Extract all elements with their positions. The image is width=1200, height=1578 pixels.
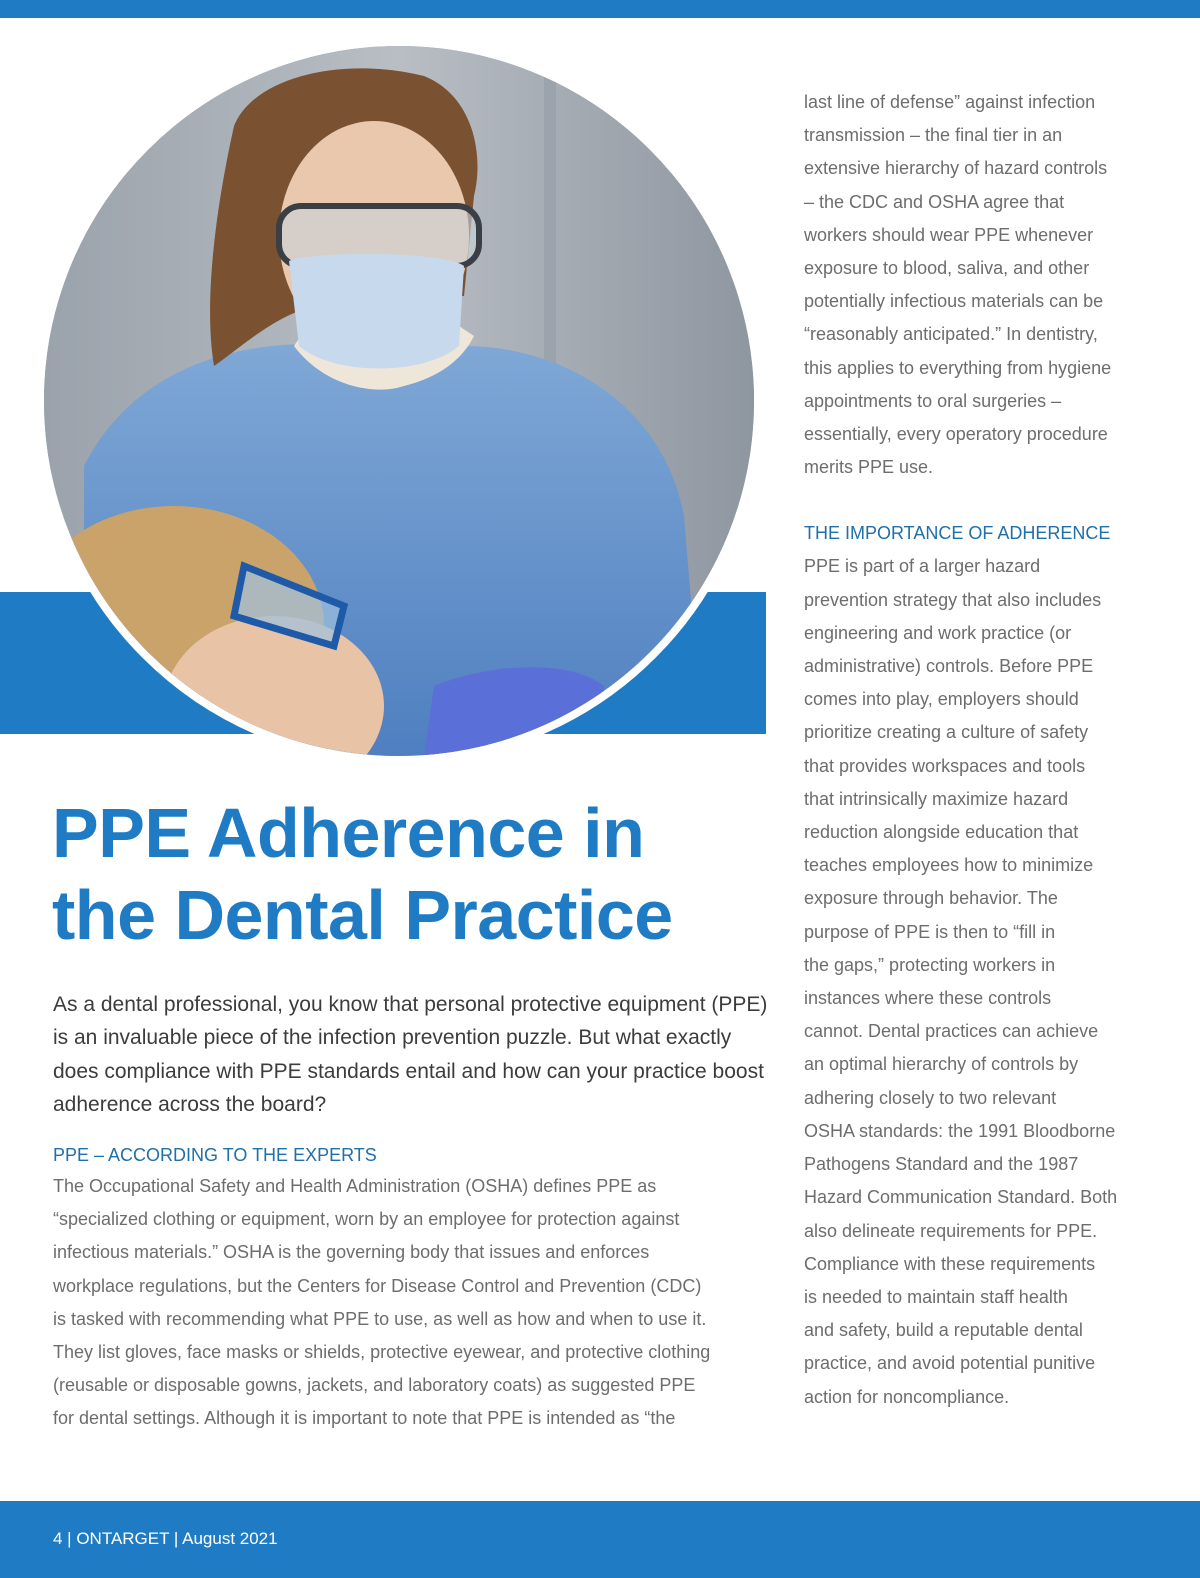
body-line: PPE is part of a larger hazard [804,556,1041,577]
body-line: workers should wear PPE whenever [804,224,1094,245]
dental-hygienist-illustration [44,46,754,756]
body-line: the gaps,” protecting workers in [804,954,1056,975]
title-line-1: PPE Adherence in [52,794,645,872]
section-heading-experts: PPE – ACCORDING TO THE EXPERTS [53,1145,377,1165]
body-line: – the CDC and OSHA agree that [804,191,1065,212]
article-title [52,792,772,956]
section-body-adherence [804,550,1154,1413]
body-line: for dental settings. Although it is important to note that PPE is intended as “the [53,1408,676,1429]
body-line: teaches employees how to minimize [804,855,1094,876]
body-line: purpose of PPE is then to “fill in [804,921,1056,942]
body-line: essentially, every operatory procedure [804,424,1108,445]
body-line: this applies to everything from hygiene [804,357,1112,378]
body-line: exposure to blood, saliva, and other [804,258,1090,279]
body-line: potentially infectious materials can be [804,291,1104,312]
body-line: infectious materials.” OSHA is the governing body that issues and enforces [53,1242,650,1263]
hero-photo [36,38,762,764]
body-line: merits PPE use. [804,457,934,478]
section-body-experts-continued [804,86,1154,484]
body-line: (reusable or disposable gowns, jackets, and laboratory coats) as suggested PPE [53,1375,696,1396]
body-line: is needed to maintain staff health [804,1286,1068,1307]
body-line: adhering closely to two relevant [804,1087,1057,1108]
body-line: They list gloves, face masks or shields, protective eyewear, and protective clothing [53,1342,711,1363]
body-line: also delineate requirements for PPE. [804,1220,1098,1241]
section-heading-adherence: THE IMPORTANCE OF ADHERENCE [804,523,1111,544]
body-line: instances where these controls [804,988,1052,1009]
body-line: that provides workspaces and tools [804,755,1086,776]
body-line: is tasked with recommending what PPE to use, as well as how and when to use it. [53,1308,707,1329]
body-line: Hazard Communication Standard. Both [804,1187,1118,1208]
body-line: practice, and avoid potential punitive [804,1353,1096,1374]
body-line: comes into play, employers should [804,689,1079,710]
body-line: an optimal hierarchy of controls by [804,1054,1079,1075]
body-line: The Occupational Safety and Health Administration (OSHA) defines PPE as [53,1176,657,1196]
body-line: cannot. Dental practices can achieve [804,1021,1099,1042]
body-line: workplace regulations, but the Centers for Disease Control and Prevention (CDC) [53,1275,702,1296]
body-line: reduction alongside education that [804,822,1079,843]
body-line: and safety, build a reputable dental [804,1320,1083,1341]
article-intro: As a dental professional, you know that personal protective equipment (PPE) is an invaluable piece of the infection prevention puzzle. But what exactly does compliance with PPE standards entail and how can your practice boost adherence across the board? [53,993,768,1116]
top-accent-bar [0,0,1200,18]
page-footer: 4 | ONTARGET | August 2021 [53,1529,278,1548]
body-line: prioritize creating a culture of safety [804,722,1089,743]
body-line: extensive hierarchy of hazard controls [804,158,1108,179]
body-line: action for noncompliance. [804,1386,1010,1407]
body-line: Pathogens Standard and the 1987 [804,1154,1079,1175]
body-line: exposure through behavior. The [804,888,1058,909]
body-line: engineering and work practice (or [804,622,1072,643]
body-line: OSHA standards: the 1991 Bloodborne [804,1120,1116,1141]
body-line: “specialized clothing or equipment, worn by an employee for protection against [53,1209,680,1230]
section-body-experts [53,1170,769,1436]
body-line: appointments to oral surgeries – [804,390,1062,411]
title-line-2: the Dental Practice [52,876,673,954]
body-line: transmission – the final tier in an [804,125,1063,146]
body-line: administrative) controls. Before PPE [804,656,1094,677]
body-line: last line of defense” against infection [804,92,1096,112]
body-line: Compliance with these requirements [804,1253,1096,1274]
right-column [804,86,1154,1414]
body-line: that intrinsically maximize hazard [804,788,1069,809]
body-line: prevention strategy that also includes [804,589,1102,610]
body-line: “reasonably anticipated.” In dentistry, [804,324,1098,345]
